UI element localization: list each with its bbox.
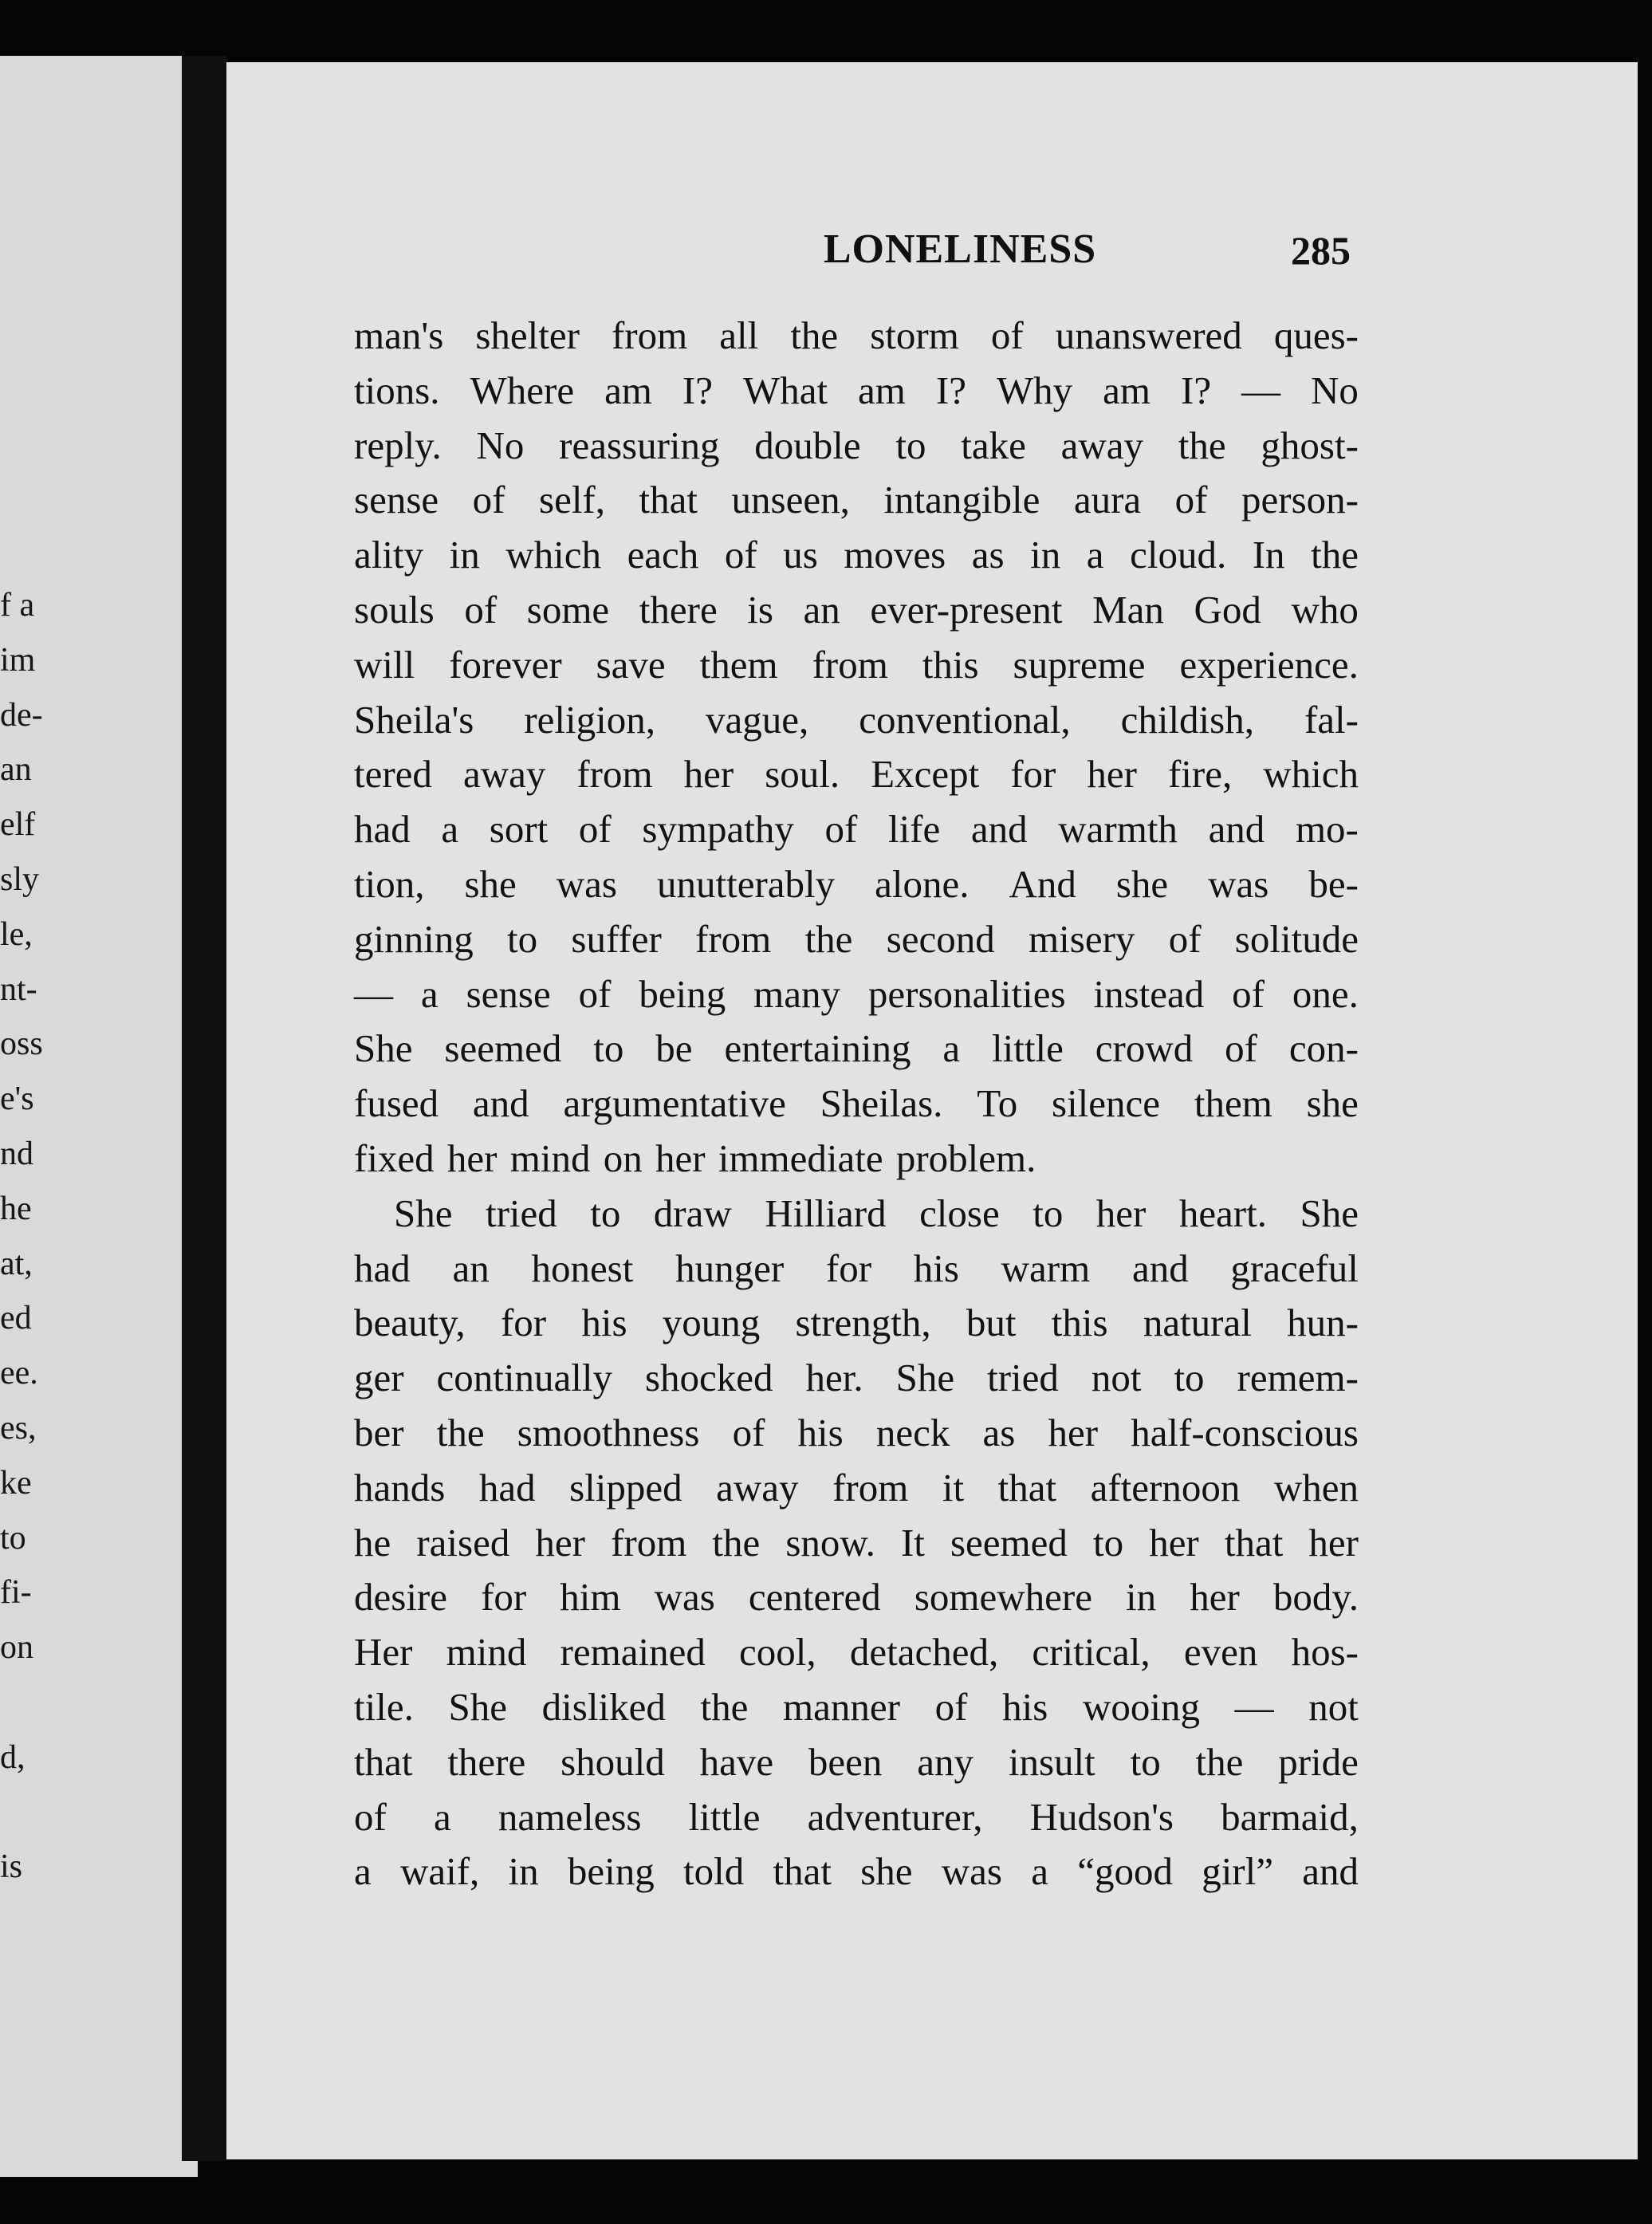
left-page-fragment: de- — [0, 696, 43, 734]
left-page-fragment: im — [0, 641, 36, 679]
text-line: — a sense of being many personalities instead of one. — [354, 971, 1359, 1016]
text-line: had a sort of sympathy of life and warmth and mo- — [354, 807, 1359, 852]
text-line: tered away from her soul. Except for her fire, which — [354, 752, 1359, 797]
text-line: fused and argumentative Sheilas. To silence them she — [354, 1081, 1359, 1126]
text-line: man's shelter from all the storm of unanswered ques- — [354, 313, 1359, 357]
text-line: had an honest hunger for his warm and graceful — [354, 1246, 1359, 1290]
page-number: 285 — [1291, 228, 1351, 273]
text-line: She seemed to be entertaining a little crowd of con- — [354, 1026, 1359, 1071]
left-page-fragment: oss — [0, 1025, 43, 1063]
left-page-fragment: sly — [0, 861, 40, 898]
text-line: reply. No reassuring double to take away the ghost- — [354, 423, 1359, 467]
left-page-fragment: ee. — [0, 1355, 38, 1392]
text-line: hands had slipped away from it that afternoon when — [354, 1465, 1359, 1510]
text-line: ality in which each of us moves as in a cloud. In the — [354, 533, 1359, 577]
text-line: will forever save them from this supreme experience. — [354, 642, 1359, 687]
text-line: he raised her from the snow. It seemed to her that her — [354, 1520, 1359, 1565]
text-line: desire for him was centered somewhere in her body. — [354, 1575, 1359, 1620]
left-page-fragment: es, — [0, 1410, 37, 1447]
text-line: tions. Where am I? What am I? Why am I? — No — [354, 368, 1359, 412]
text-line: She tried to draw Hilliard close to her heart. She — [394, 1191, 1359, 1235]
text-line: ber the smoothness of his neck as her half-conscious — [354, 1410, 1359, 1454]
left-page-fragment: ed — [0, 1300, 32, 1337]
text-line: sense of self, that unseen, intangible aura of person- — [354, 478, 1359, 522]
text-line: that there should have been any insult to the pride — [354, 1739, 1359, 1784]
text-line: ger continually shocked her. She tried not to remem- — [354, 1356, 1359, 1400]
left-page-fragment: d, — [0, 1738, 26, 1776]
text-line: fixed her mind on her immediate problem. — [354, 1136, 1036, 1180]
left-page-fragment: le, — [0, 915, 33, 953]
text-line: ginning to suffer from the second misery of solitude — [354, 916, 1359, 961]
left-page-fragment: nt- — [0, 970, 37, 1008]
text-line: Her mind remained cool, detached, critical, even hos- — [354, 1630, 1359, 1675]
book-page — [226, 62, 1638, 2159]
left-page-fragment: elf — [0, 806, 36, 844]
text-line: a waif, in being told that she was a “good girl” and — [354, 1849, 1359, 1894]
left-page-edge — [0, 56, 198, 2177]
text-line: beauty, for his young strength, but this natural hun- — [354, 1301, 1359, 1345]
text-line: Sheila's religion, vague, conventional, childish, fal- — [354, 697, 1359, 742]
left-page-fragment: is — [0, 1848, 23, 1886]
left-page-fragment: to — [0, 1519, 26, 1557]
text-line: of a nameless little adventurer, Hudson's barmaid, — [354, 1794, 1359, 1839]
left-page-fragment: e's — [0, 1081, 34, 1118]
text-line: souls of some there is an ever-present Man God who — [354, 587, 1359, 632]
left-page-fragment: ke — [0, 1464, 32, 1502]
left-page-fragment: at, — [0, 1245, 33, 1282]
left-page-fragment: fi- — [0, 1574, 32, 1612]
left-page-fragment: he — [0, 1190, 32, 1227]
left-page-fragment: on — [0, 1629, 33, 1667]
text-line: tile. She disliked the manner of his wooing — not — [354, 1684, 1359, 1729]
left-page-fragment: an — [0, 751, 32, 789]
left-page-fragment: nd — [0, 1136, 33, 1172]
text-line: tion, she was unutterably alone. And she was be- — [354, 861, 1359, 906]
left-page-fragment: f a — [0, 587, 35, 624]
book-spine — [182, 56, 226, 2161]
running-header: LONELINESS — [823, 226, 1097, 272]
page-body-text — [354, 313, 1359, 1907]
